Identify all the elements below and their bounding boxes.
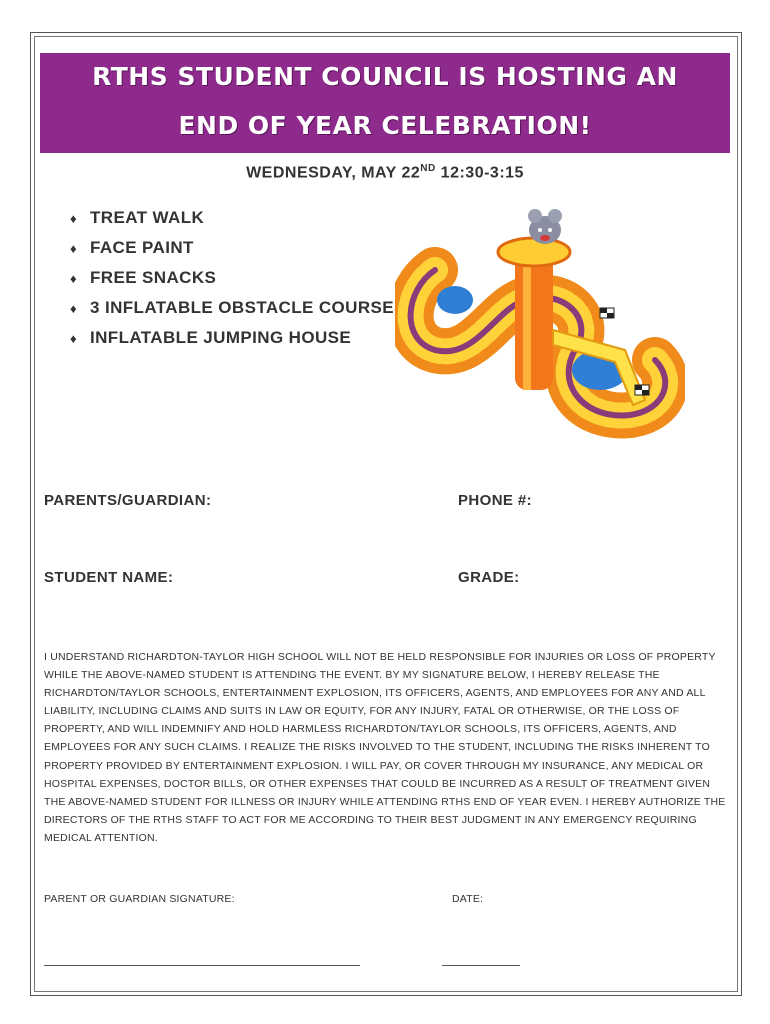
- activity-list: [70, 203, 406, 353]
- parent-signature-label: PARENT OR GUARDIAN SIGNATURE:: [44, 893, 235, 905]
- inflatable-obstacle-course-illustration: [395, 200, 685, 460]
- list-item: [70, 203, 406, 233]
- liability-waiver-text: I UNDERSTAND RICHARDTON-TAYLOR HIGH SCHOOL WILL NOT BE HELD RESPONSIBLE FOR INJURIES OR LOSS OF PROPERTY WHILE THE ABOVE-NAMED STUDENT IS ATTENDING THE EVENT. BY MY SIGNATURE BELOW, I HEREBY RELEASE THE RICHARDTON/TAYLOR SCHOOLS, ENTERTAINMENT EXPLOSION, ITS OFFICERS, AGENTS, AND EMPLOYEES FOR ANY AND ALL LIABILITY, INCLUDING CLAIMS AND SUITS IN LAW OR EQUITY, FOR ANY INJURY, FATAL OR OTHERWISE, OR THE LOSS OF PROPERTY, AND WILL INDEMNIFY AND HOLD HARMLESS RICHARDTON/TAYLOR SCHOOLS, ITS OFFICERS, AGENTS, AND EMPLOYEES FOR ANY SUCH CLAIMS. I REALIZE THE RISKS INVOLVED TO THE STUDENT, INCLUDING THE RISKS INHERENT TO PROPERTY PROVIDED BY ENTERTAINMENT EXPLOSION. I WILL PAY, OR COVER THROUGH MY INSURANCE, ANY MEDICAL OR HOSPITAL EXPENSES, DOCTOR BILLS, OR OTHER EXPENSES THAT COULD BE INCURRED AS A RESULT OF TREATMENT GIVEN THE ABOVE-NAMED STUDENT FOR ILLNESS OR INJURY WHILE ATTENDING RTHS END OF YEAR EVEN. I HEREBY AUTHORIZE THE DIRECTORS OF THE RTHS STAFF TO ACT FOR ME ACCORDING TO THEIR BEST JUDGMENT IN ANY EMERGENCY REQUIRING MEDICAL ATTENTION.: [44, 651, 726, 844]
- diamond-bullet-icon: ♦: [70, 330, 78, 346]
- date-line[interactable]: [442, 965, 520, 966]
- activity-label: FREE SNACKS: [90, 268, 217, 287]
- date-superscript: ND: [420, 163, 436, 174]
- event-date-time: [0, 163, 770, 182]
- activity-label: TREAT WALK: [90, 208, 205, 227]
- parents-guardian-label: PARENTS/GUARDIAN:: [44, 492, 212, 509]
- activity-label: INFLATABLE JUMPING HOUSE: [90, 328, 352, 347]
- activity-label: FACE PAINT: [90, 238, 194, 257]
- activity-label: 3 INFLATABLE OBSTACLE COURSES: [90, 298, 406, 317]
- title-banner: [40, 53, 730, 153]
- list-item: [70, 233, 406, 263]
- diamond-bullet-icon: ♦: [70, 210, 78, 226]
- grade-label: GRADE:: [458, 569, 520, 586]
- phone-label: PHONE #:: [458, 492, 533, 509]
- event-date: WEDNESDAY, MAY 22: [246, 164, 421, 182]
- student-name-label: STUDENT NAME:: [44, 569, 174, 586]
- banner-title-line-1: RTHS STUDENT COUNCIL IS HOSTING AN: [92, 62, 678, 91]
- list-item: [70, 293, 406, 323]
- diamond-bullet-icon: ♦: [70, 270, 78, 286]
- event-time: 12:30-3:15: [435, 164, 524, 182]
- diamond-bullet-icon: ♦: [70, 240, 78, 256]
- list-item: [70, 263, 406, 293]
- list-item: [70, 323, 406, 353]
- signature-line[interactable]: [44, 965, 360, 966]
- diamond-bullet-icon: ♦: [70, 300, 78, 316]
- date-label: DATE:: [452, 893, 484, 905]
- banner-title-line-2: END OF YEAR CELEBRATION!: [178, 111, 592, 140]
